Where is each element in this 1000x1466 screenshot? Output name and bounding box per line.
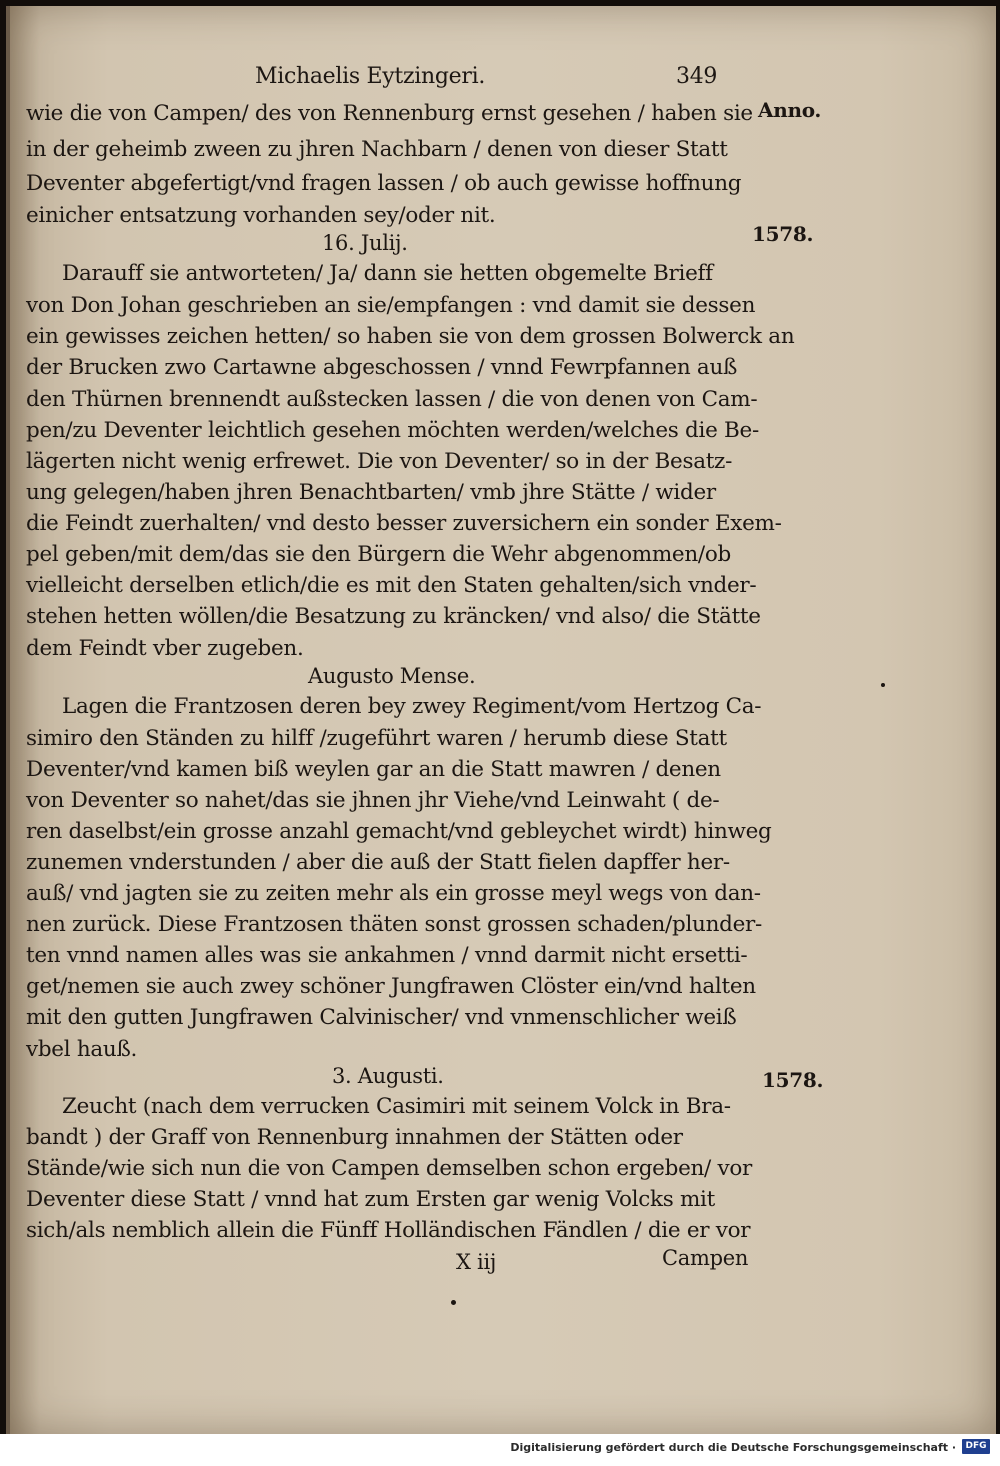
text-line: Stände/wie sich nun die von Campen demselben schon ergeben/ vor <box>26 1156 752 1181</box>
text-line: Deventer/vnd kamen biß weylen gar an die Statt mawren / denen <box>26 757 721 782</box>
margin-note-year: 1578. <box>762 1068 824 1092</box>
ink-speck <box>451 1300 456 1305</box>
text-line: ren daselbst/ein grosse anzahl gemacht/vnd gebleychet wirdt) hinweg <box>26 819 772 844</box>
text-line: wie die von Campen/ des von Rennenburg ernst gesehen / haben sie <box>26 101 753 126</box>
text-line: ein gewisses zeichen hetten/ so haben sie von dem grossen Bolwerck an <box>26 324 795 349</box>
text-line: simiro den Ständen zu hilff /zugeführt waren / herumb diese Statt <box>26 726 727 751</box>
margin-note-year: 1578. <box>752 222 814 246</box>
credit-text: Digitalisierung gefördert durch die Deutsche Forschungsgemeinschaft · <box>510 1441 956 1454</box>
text-line: Deventer diese Statt / vnnd hat zum Ersten gar wenig Volcks mit <box>26 1187 715 1212</box>
text-line: von Deventer so nahet/das sie jhnen jhr Viehe/vnd Leinwaht ( de- <box>26 788 720 813</box>
text-line: einicher entsatzung vorhanden sey/oder nit. <box>26 203 496 228</box>
text-line: mit den gutten Jungfrawen Calvinischer/ vnd vnmenschlicher weiß <box>26 1005 737 1030</box>
text-line: stehen hetten wöllen/die Besatzung zu kräncken/ vnd also/ die Stätte <box>26 604 761 629</box>
text-line: vielleicht derselben etlich/die es mit den Staten gehalten/sich vnder- <box>26 573 757 598</box>
text-line: lägerten nicht wenig erfrewet. Die von Deventer/ so in der Besatz- <box>26 449 733 474</box>
text-line: nen zurück. Diese Frantzosen thäten sonst grossen schaden/plunder- <box>26 912 762 937</box>
text-line: Lagen die Frantzosen deren bey zwey Regiment/vom Hertzog Ca- <box>62 694 762 719</box>
text-line: ten vnnd namen alles was sie ankahmen / vnnd darmit nicht ersetti- <box>26 943 748 968</box>
text-line: bandt ) der Graff von Rennenburg innahmen der Stätten oder <box>26 1125 683 1150</box>
text-line: dem Feindt vber zugeben. <box>26 636 304 661</box>
date-heading: 3. Augusti. <box>332 1064 444 1088</box>
text-line: ung gelegen/haben jhren Benachtbarten/ vmb jhre Stätte / wider <box>26 480 716 505</box>
text-line: Deventer abgefertigt/vnd fragen lassen / ob auch gewisse hoffnung <box>26 171 742 196</box>
signature-mark: X iij <box>456 1250 497 1274</box>
dfg-logo: DFG <box>962 1439 990 1454</box>
text-line: pen/zu Deventer leichtlich gesehen möchten werden/welches die Be- <box>26 418 759 443</box>
text-line: auß/ vnd jagten sie zu zeiten mehr als ein grosse meyl wegs von dan- <box>26 881 761 906</box>
running-title: Michaelis Eytzingeri. <box>255 64 486 89</box>
date-heading: 16. Julij. <box>322 231 408 255</box>
text-line: sich/als nemblich allein die Fünff Holländischen Fändlen / die er vor <box>26 1218 751 1243</box>
catchword: Campen <box>662 1246 749 1270</box>
text-line: vbel hauß. <box>26 1037 138 1062</box>
text-line: pel geben/mit dem/das sie den Bürgern die Wehr abgenommen/ob <box>26 542 731 567</box>
text-line: zunemen vnderstunden / aber die auß der Statt fielen dapffer her- <box>26 850 730 875</box>
text-line: von Don Johan geschrieben an sie/empfangen : vnd damit sie dessen <box>26 293 756 318</box>
text-line: den Thürnen brennendt außstecken lassen / die von denen von Cam- <box>26 387 758 412</box>
text-line: Darauff sie antworteten/ Ja/ dann sie hetten obgemelte Brieff <box>62 261 713 286</box>
text-line: get/nemen sie auch zwey schöner Jungfrawen Clöster ein/vnd halten <box>26 974 756 999</box>
text-line: der Brucken zwo Cartawne abgeschossen / vnnd Fewrpfannen auß <box>26 355 738 380</box>
page-number: 349 <box>676 64 718 89</box>
text-line: Zeucht (nach dem verrucken Casimiri mit seinem Volck in Bra- <box>62 1094 731 1119</box>
text-line: in der geheimb zween zu jhren Nachbarn / denen von dieser Statt <box>26 137 728 162</box>
ink-speck <box>881 683 885 687</box>
month-heading: Augusto Mense. <box>308 664 476 688</box>
margin-note-anno: Anno. <box>758 98 822 122</box>
text-line: die Feindt zuerhalten/ vnd desto besser zuversichern ein sonder Exem- <box>26 511 782 536</box>
